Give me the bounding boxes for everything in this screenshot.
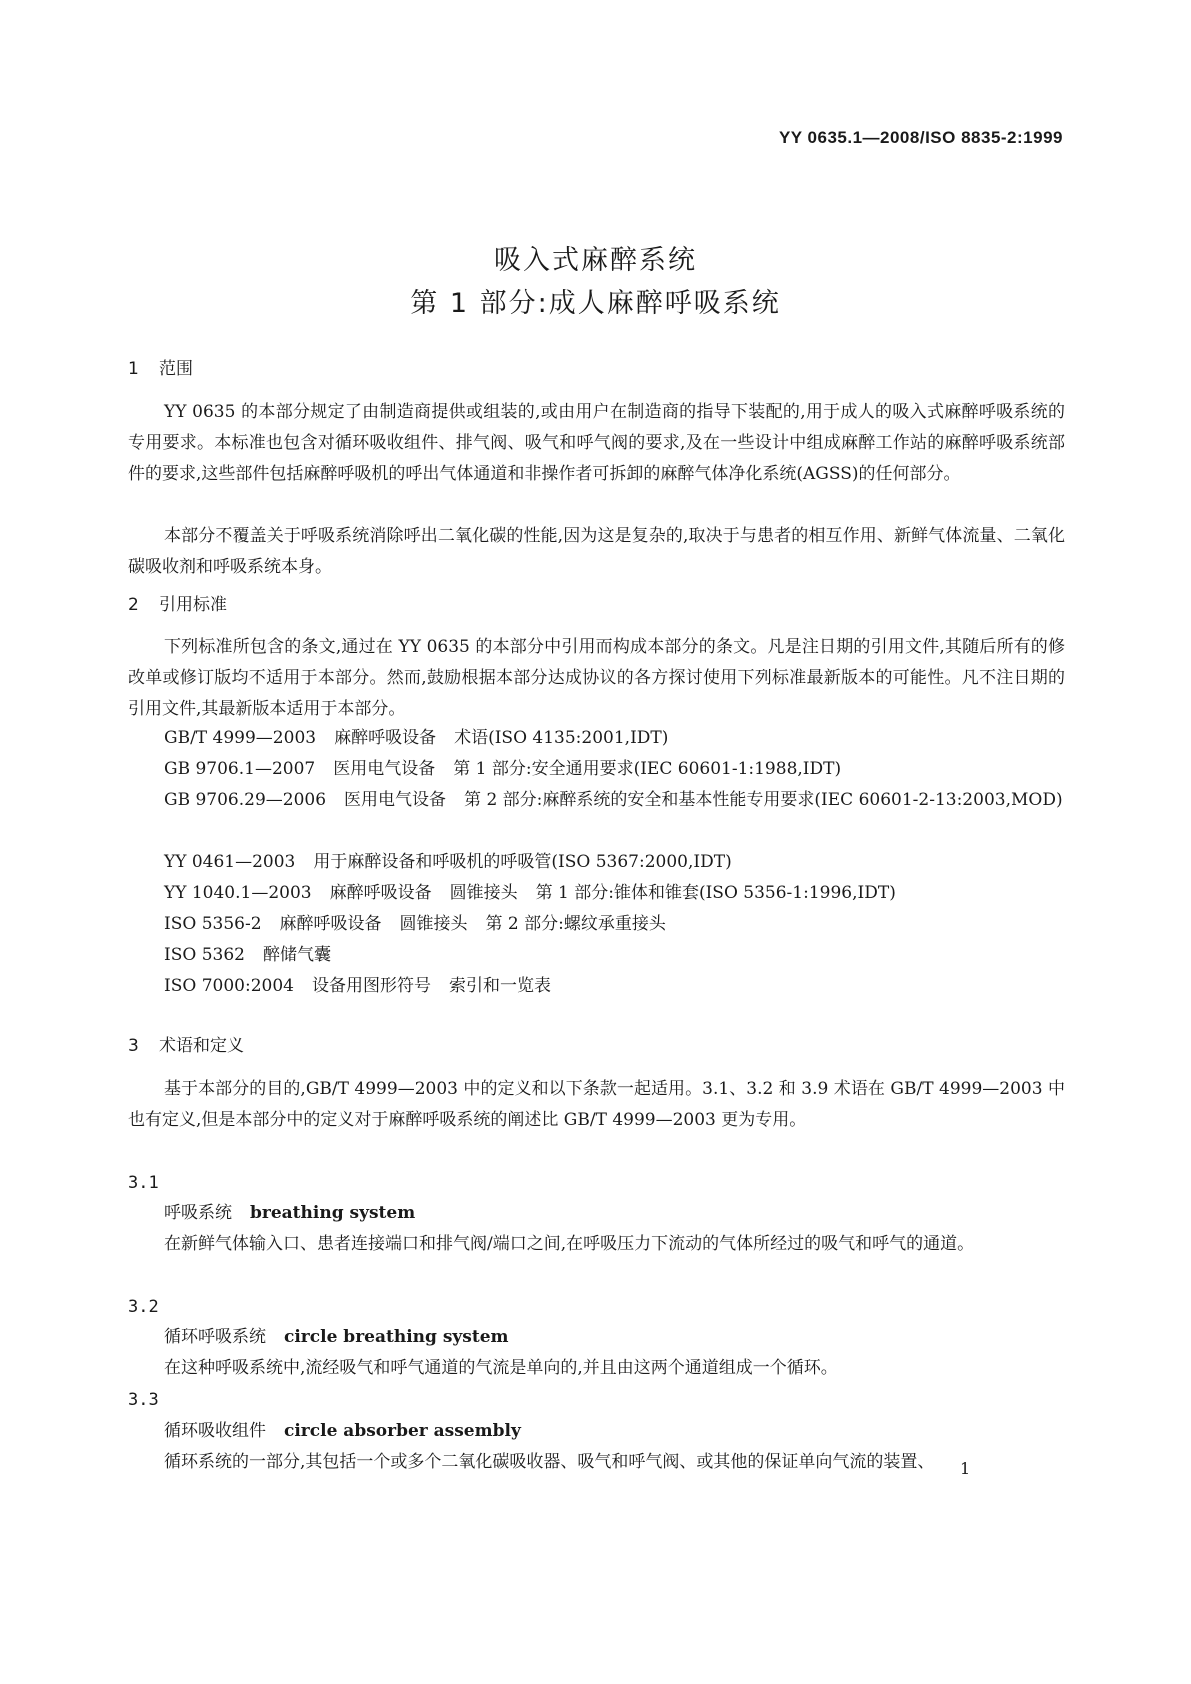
term-definition: 在这种呼吸系统中,流经吸气和呼气通道的气流是单向的,并且由这两个通道组成一个循环。 — [164, 1358, 838, 1378]
reference-item: ISO 5362 醉储气囊 — [164, 945, 331, 965]
term-title: 循环呼吸系统 circle breathing system — [164, 1327, 509, 1347]
section-heading-2: 2 引用标准 — [128, 595, 227, 615]
term-title: 循环吸收组件 circle absorber assembly — [164, 1421, 521, 1441]
document-title-line2: 第 1 部分:成人麻醉呼吸系统 — [410, 288, 781, 319]
page-number: 1 — [960, 1459, 971, 1478]
document-title-line1: 吸入式麻醉系统 — [494, 245, 697, 276]
reference-item: YY 1040.1—2003 麻醉呼吸设备 圆锥接头 第 1 部分:锥体和锥套(ISO 5356-1:1996,IDT) — [164, 883, 896, 903]
reference-item: GB 9706.29—2006 医用电气设备 第 2 部分:麻醉系统的安全和基本性能专用要求(IEC 60601-2-13:2003,MOD) — [164, 790, 1063, 810]
paragraph: 下列标准所包含的条文,通过在 YY 0635 的本部分中引用而构成本部分的条文。凡是注日期的引用文件,其随后所有的修改单或修订版均不适用于本部分。然而,鼓励根据本部分达成协议的各方探讨使用下列标准最新版本的可能性。凡不注日期的引用文件,其最新版本适用于本部分。 — [128, 637, 1065, 719]
reference-item: YY 0461—2003 用于麻醉设备和呼吸机的呼吸管(ISO 5367:2000,IDT) — [164, 852, 732, 872]
term-title: 呼吸系统 breathing system — [164, 1203, 416, 1223]
clause-number: 3.3 — [128, 1390, 159, 1410]
clause-number: 3.2 — [128, 1297, 159, 1317]
reference-item: GB/T 4999—2003 麻醉呼吸设备 术语(ISO 4135:2001,IDT) — [164, 728, 669, 748]
paragraph: 基于本部分的目的,GB/T 4999—2003 中的定义和以下条款一起适用。3.1、3.2 和 3.9 术语在 GB/T 4999—2003 中也有定义,但是本部分中的定义对于麻醉呼吸系统的阐述比 GB/T 4999—2003 更为专用。 — [128, 1079, 1065, 1130]
reference-item: ISO 5356-2 麻醉呼吸设备 圆锥接头 第 2 部分:螺纹承重接头 — [164, 914, 666, 934]
paragraph: YY 0635 的本部分规定了由制造商提供或组装的,或由用户在制造商的指导下装配的,用于成人的吸入式麻醉呼吸系统的专用要求。本标准也包含对循环吸收组件、排气阀、吸气和呼气阀的要求,及在一些设计中组成麻醉工作站的麻醉呼吸系统部件的要求,这些部件包括麻醉呼吸机的呼出气体通道和非操作者可拆卸的麻醉气体净化系统(AGSS)的任何部分。 — [128, 402, 1065, 484]
paragraph: 本部分不覆盖关于呼吸系统消除呼出二氧化碳的性能,因为这是复杂的,取决于与患者的相互作用、新鲜气体流量、二氧化碳吸收剂和呼吸系统本身。 — [128, 526, 1065, 577]
reference-item: ISO 7000:2004 设备用图形符号 索引和一览表 — [164, 976, 551, 996]
clause-number: 3.1 — [128, 1173, 159, 1193]
standard-code: YY 0635.1—2008/ISO 8835-2:1999 — [778, 128, 1063, 147]
term-definition: 循环系统的一部分,其包括一个或多个二氧化碳吸收器、吸气和呼气阀、或其他的保证单向气流的装置、 — [164, 1452, 935, 1472]
section-heading-3: 3 术语和定义 — [128, 1036, 244, 1056]
term-definition: 在新鲜气体输入口、患者连接端口和排气阀/端口之间,在呼吸压力下流动的气体所经过的吸气和呼气的通道。 — [164, 1234, 975, 1254]
section-heading-1: 1 范围 — [128, 359, 193, 379]
reference-item: GB 9706.1—2007 医用电气设备 第 1 部分:安全通用要求(IEC 60601-1:1988,IDT) — [164, 759, 842, 779]
